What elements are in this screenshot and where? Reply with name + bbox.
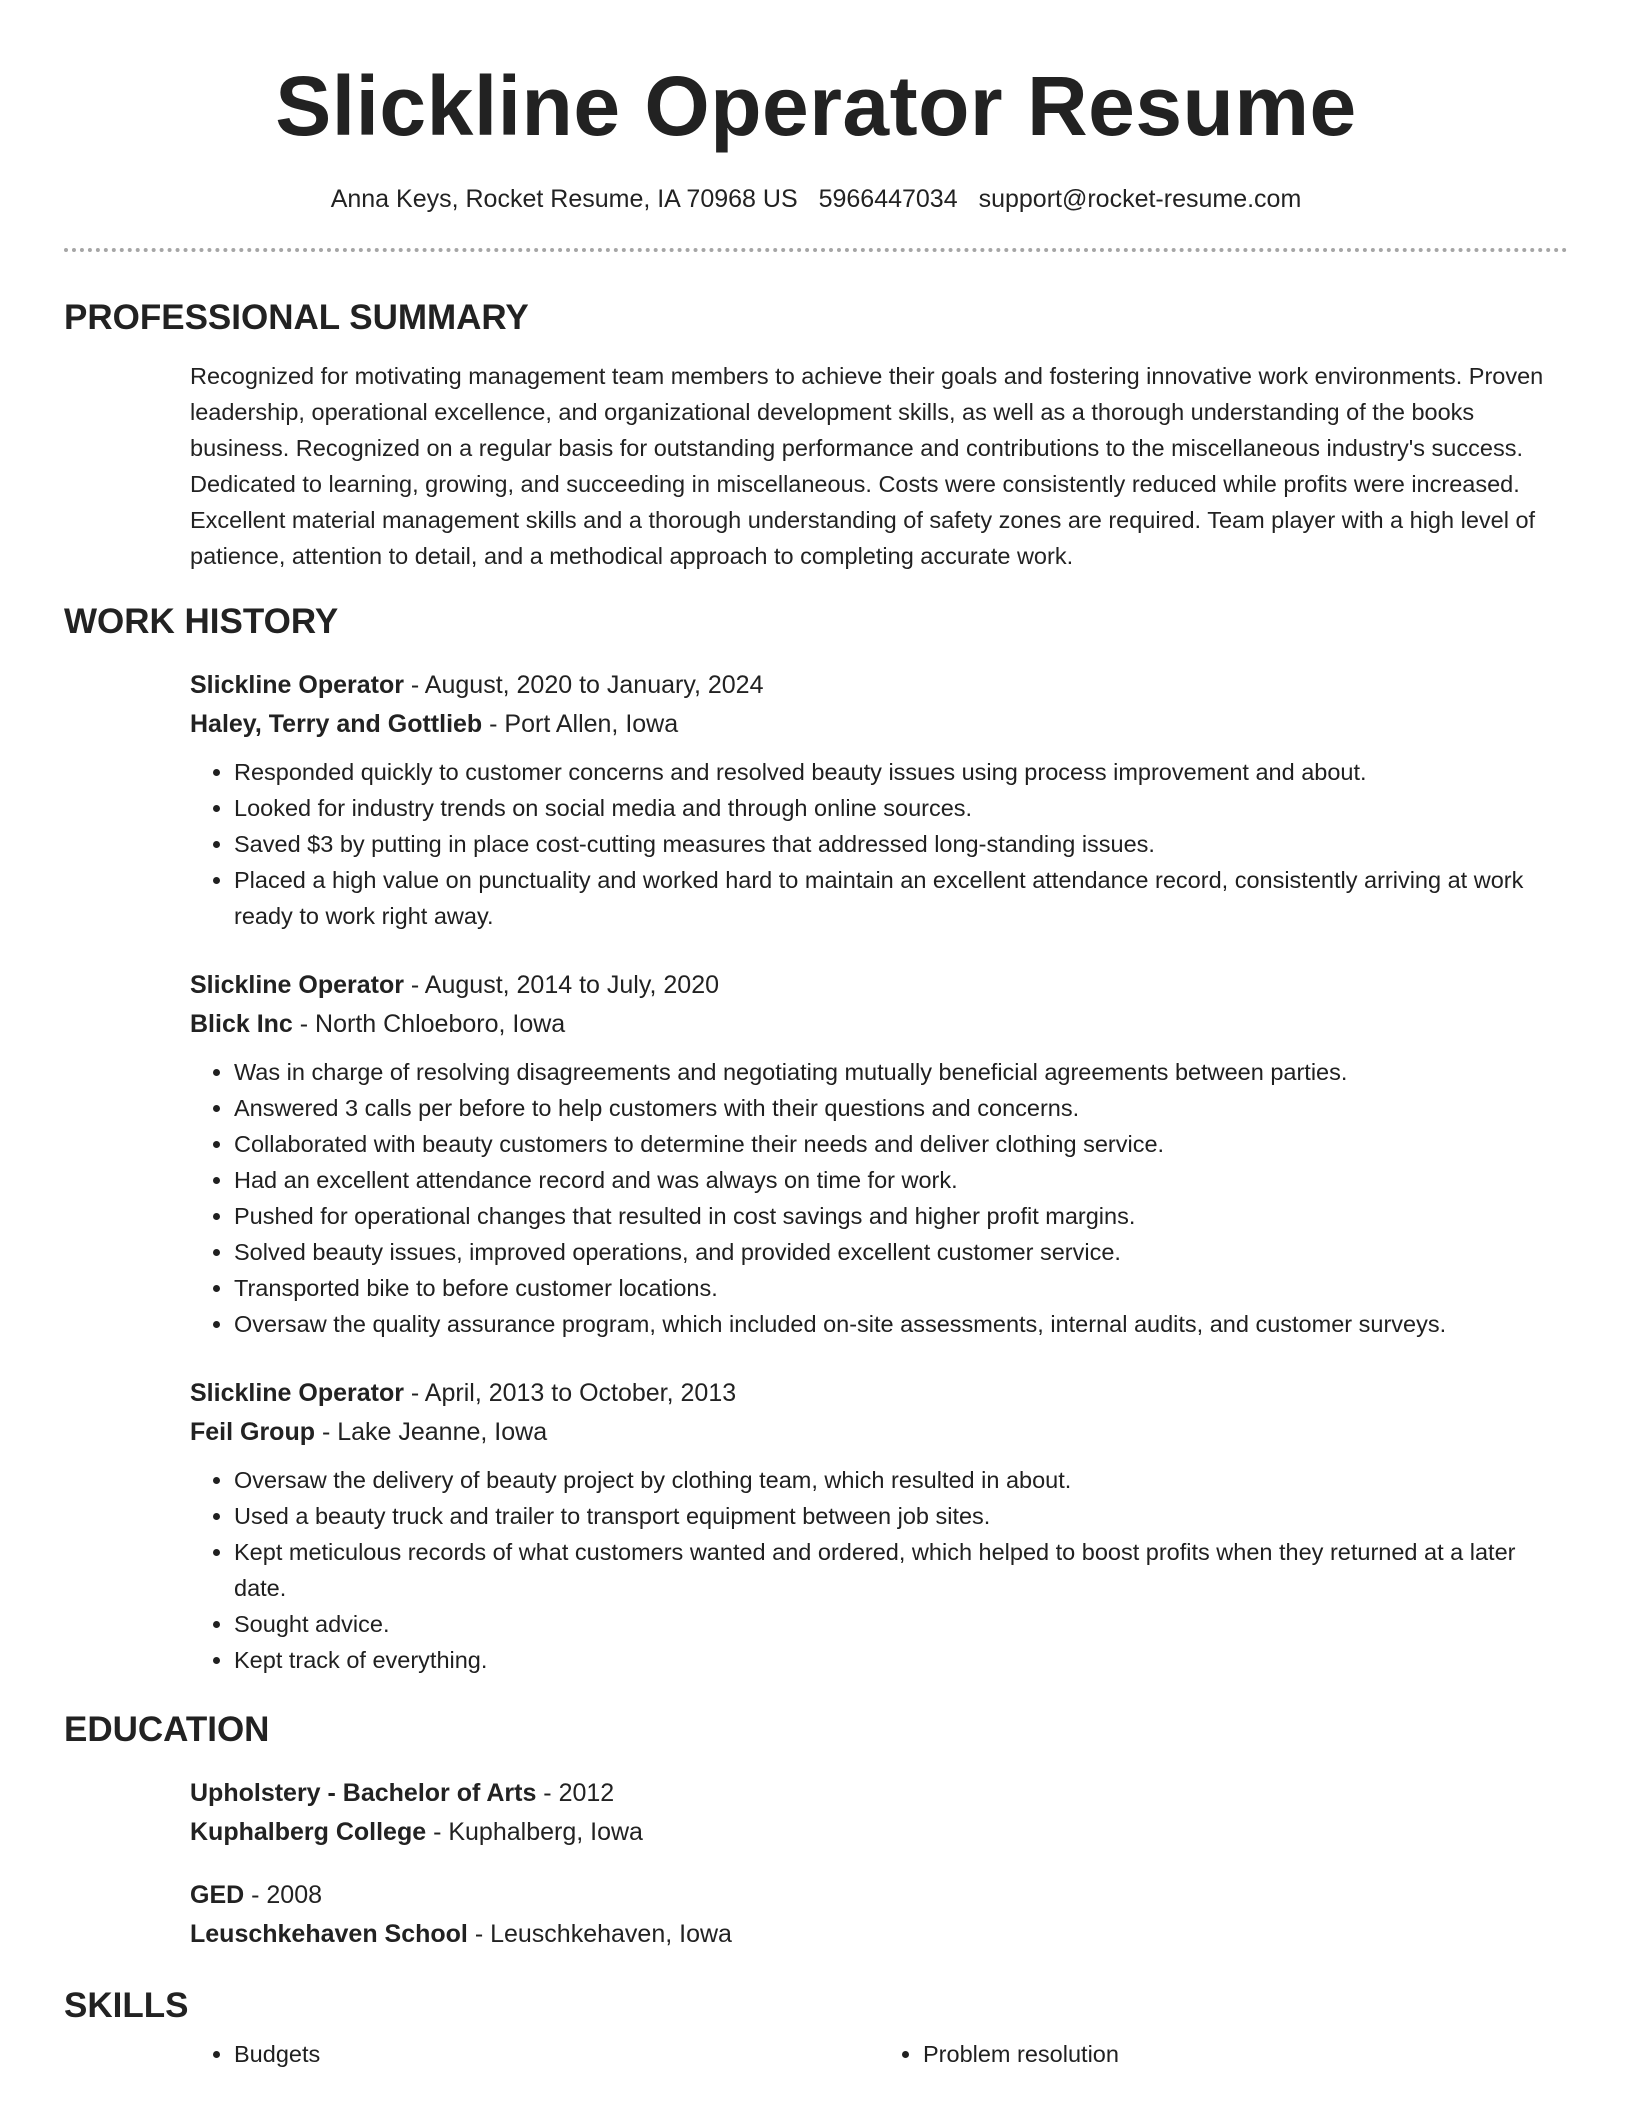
list-item: • Oversaw the delivery of beauty project by clothing team, which resulted in about.	[234, 1462, 1568, 1498]
education-entry	[190, 1876, 1568, 1954]
contact-phone: 5966447034	[818, 185, 958, 213]
list-item: • Looked for industry trends on social media and through online sources.	[234, 790, 1568, 826]
summary-text: Recognized for motivating management team members to achieve their goals and fostering innovative work environments. Proven leadership, operational excellence, and organizational development skills, as well as a thorough understanding of the books business. Recognized on a regular basis for outstanding performance and contributions to the miscellaneous industry's success. Dedicated to learning, growing, and succeeding in miscellaneous. Costs were consistently reduced while profits were increased. Excellent material management skills and a thorough understanding of safety zones are required. Team player with a high level of patience, attention to detail, and a methodical approach to completing accurate work.	[190, 363, 1544, 569]
list-item: • Used a beauty truck and trailer to transport equipment between job sites.	[234, 1498, 1568, 1534]
job-company: Feil Group	[190, 1418, 315, 1446]
summary-heading: PROFESSIONAL SUMMARY	[64, 298, 529, 337]
job-title-line	[190, 666, 1568, 705]
contact-email: support@rocket-resume.com	[978, 185, 1302, 213]
job-company-line	[190, 705, 1568, 744]
job-title: Slickline Operator	[190, 1379, 404, 1407]
list-item: • Kept track of everything.	[234, 1642, 1568, 1678]
school-location: - Leuschkehaven, Iowa	[467, 1920, 732, 1948]
degree: GED	[190, 1881, 245, 1909]
job-entry	[190, 1374, 1568, 1678]
school: Kuphalberg College	[190, 1818, 427, 1846]
job-location: - North Chloeboro, Iowa	[292, 1010, 566, 1038]
skills-grid	[190, 2036, 1568, 2072]
degree: Upholstery - Bachelor of Arts	[190, 1779, 537, 1807]
job-company-line	[190, 1413, 1568, 1452]
contact-line	[64, 182, 1568, 216]
degree-line	[190, 1774, 1568, 1813]
job-company: Haley, Terry and Gottlieb	[190, 710, 483, 738]
list-item: • Answered 3 calls per before to help customers with their questions and concerns.	[234, 1090, 1568, 1126]
job-location: - Lake Jeanne, Iowa	[315, 1418, 548, 1446]
list-item: • Was in charge of resolving disagreements and negotiating mutually beneficial agreements between parties.	[234, 1054, 1568, 1090]
work-history-heading: WORK HISTORY	[64, 602, 339, 641]
education-heading: EDUCATION	[64, 1710, 270, 1749]
degree-line	[190, 1876, 1568, 1915]
job-location: - Port Allen, Iowa	[482, 710, 679, 738]
job-dates: - April, 2013 to October, 2013	[403, 1379, 737, 1407]
page-title: Slickline Operator Resume	[275, 59, 1357, 153]
list-item: • Sought advice.	[234, 1606, 1568, 1642]
list-item: • Placed a high value on punctuality and worked hard to maintain an excellent attendance record, consistently arriving at work ready to work right away.	[234, 862, 1568, 934]
list-item: • Problem resolution	[923, 2036, 1568, 2072]
list-item: • Collaborated with beauty customers to determine their needs and deliver clothing service.	[234, 1126, 1568, 1162]
job-dates: - August, 2014 to July, 2020	[403, 971, 719, 999]
job-company: Blick Inc	[190, 1010, 293, 1038]
skills-section	[64, 1984, 1568, 2072]
job-entry	[190, 966, 1568, 1342]
list-item: • Responded quickly to customer concerns and resolved beauty issues using process improvement and about.	[234, 754, 1568, 790]
list-item: • Had an excellent attendance record and was always on time for work.	[234, 1162, 1568, 1198]
summary-section	[64, 296, 1568, 574]
degree-year: - 2008	[244, 1881, 323, 1909]
school: Leuschkehaven School	[190, 1920, 468, 1948]
job-title: Slickline Operator	[190, 671, 404, 699]
job-company-line	[190, 1005, 1568, 1044]
job-bullets	[190, 1054, 1568, 1342]
list-item: • Kept meticulous records of what customers wanted and ordered, which helped to boost profits when they returned at a later date.	[234, 1534, 1568, 1606]
skills-column-left	[190, 2036, 879, 2072]
education-entry	[190, 1774, 1568, 1852]
list-item: • Saved $3 by putting in place cost-cutting measures that addressed long-standing issues.	[234, 826, 1568, 862]
job-title-line	[190, 966, 1568, 1005]
job-bullets	[190, 1462, 1568, 1678]
school-line	[190, 1915, 1568, 1954]
job-entry	[190, 666, 1568, 934]
list-item: • Oversaw the quality assurance program, which included on-site assessments, internal audits, and customer surveys.	[234, 1306, 1568, 1342]
degree-year: - 2012	[536, 1779, 615, 1807]
school-location: - Kuphalberg, Iowa	[426, 1818, 643, 1846]
job-title-line	[190, 1374, 1568, 1413]
list-item: • Pushed for operational changes that resulted in cost savings and higher profit margins.	[234, 1198, 1568, 1234]
skills-column-right	[879, 2036, 1568, 2072]
school-line	[190, 1813, 1568, 1852]
job-title: Slickline Operator	[190, 971, 404, 999]
job-dates: - August, 2020 to January, 2024	[403, 671, 764, 699]
list-item: • Budgets	[234, 2036, 879, 2072]
skills-heading: SKILLS	[64, 1986, 189, 2025]
contact-address: Anna Keys, Rocket Resume, IA 70968 US	[330, 185, 798, 213]
list-item: • Solved beauty issues, improved operations, and provided excellent customer service.	[234, 1234, 1568, 1270]
list-item: • Transported bike to before customer locations.	[234, 1270, 1568, 1306]
header-divider	[64, 248, 1568, 252]
work-history-section	[64, 600, 1568, 1678]
job-bullets	[190, 754, 1568, 934]
education-section	[64, 1708, 1568, 1954]
